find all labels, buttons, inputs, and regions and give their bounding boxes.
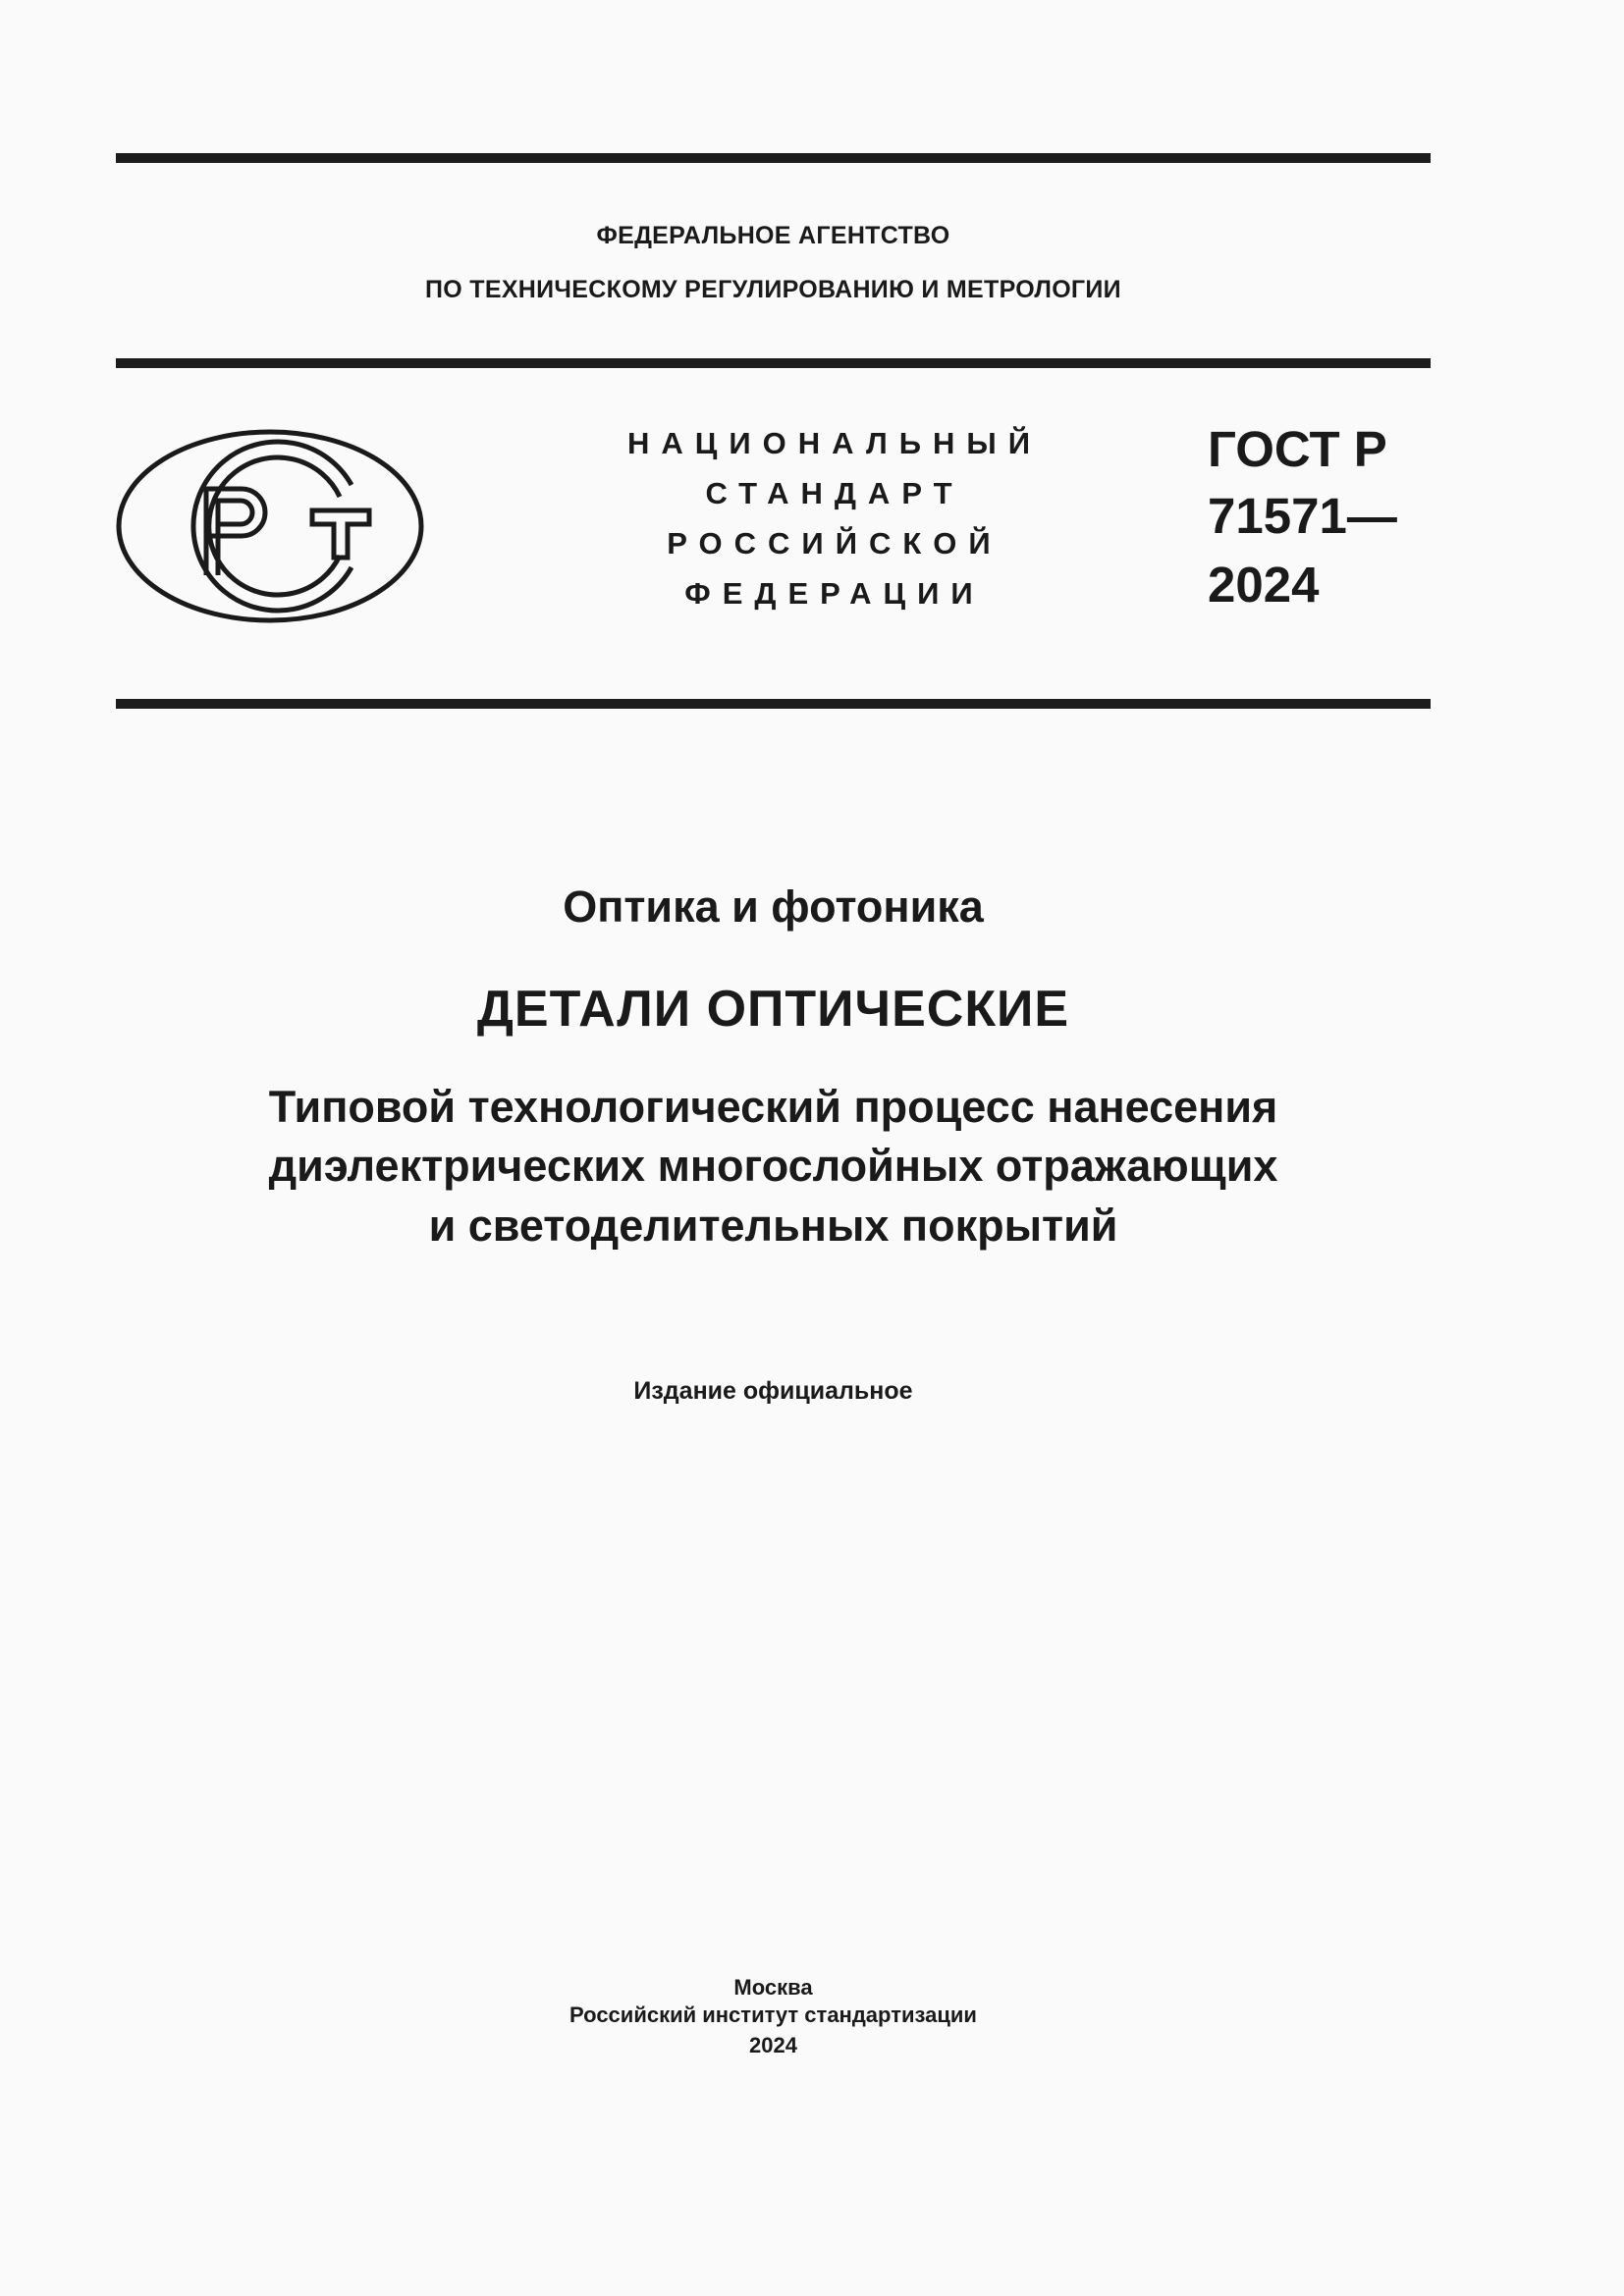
standard-designation-line-1: ГОСТ Р [1208, 421, 1387, 477]
title-block-divider [116, 699, 1431, 709]
document-subtitle-line-2: диэлектрических многослойных отражающих [268, 1141, 1278, 1191]
document-title: ДЕТАЛИ ОПТИЧЕСКИЕ [476, 981, 1070, 1038]
rst-certification-mark-icon [116, 428, 425, 624]
edition-label: Издание официальное [633, 1377, 913, 1405]
publisher-city: Москва [733, 1975, 813, 2000]
national-standard-label-line-1: НАЦИОНАЛЬНЫЙ [626, 426, 1043, 460]
document-subtitle-line-1: Типовой технологический процесс нанесения [268, 1082, 1278, 1132]
standard-designation-line-2: 71571— [1208, 488, 1397, 544]
agency-name-line-2: ПО ТЕХНИЧЕСКОМУ РЕГУЛИРОВАНИЮ И МЕТРОЛОГИИ [425, 276, 1121, 303]
national-standard-label-line-4: ФЕДЕРАЦИИ [684, 576, 985, 611]
standard-designation-line-3: 2024 [1208, 557, 1320, 613]
national-standard-label-line-2: СТАНДАРТ [705, 476, 964, 510]
top-divider [116, 153, 1431, 163]
subject-field: Оптика и фотоника [563, 881, 984, 932]
publisher-organization: Российский институт стандартизации [569, 2002, 977, 2027]
national-standard-label-line-3: РОССИЙСКОЙ [667, 526, 1002, 561]
document-subtitle-line-3: и светоделительных покрытий [428, 1201, 1118, 1251]
agency-name-line-1: ФЕДЕРАЛЬНОЕ АГЕНТСТВО [596, 222, 950, 249]
publication-year: 2024 [749, 2033, 797, 2057]
header-divider [116, 358, 1431, 368]
